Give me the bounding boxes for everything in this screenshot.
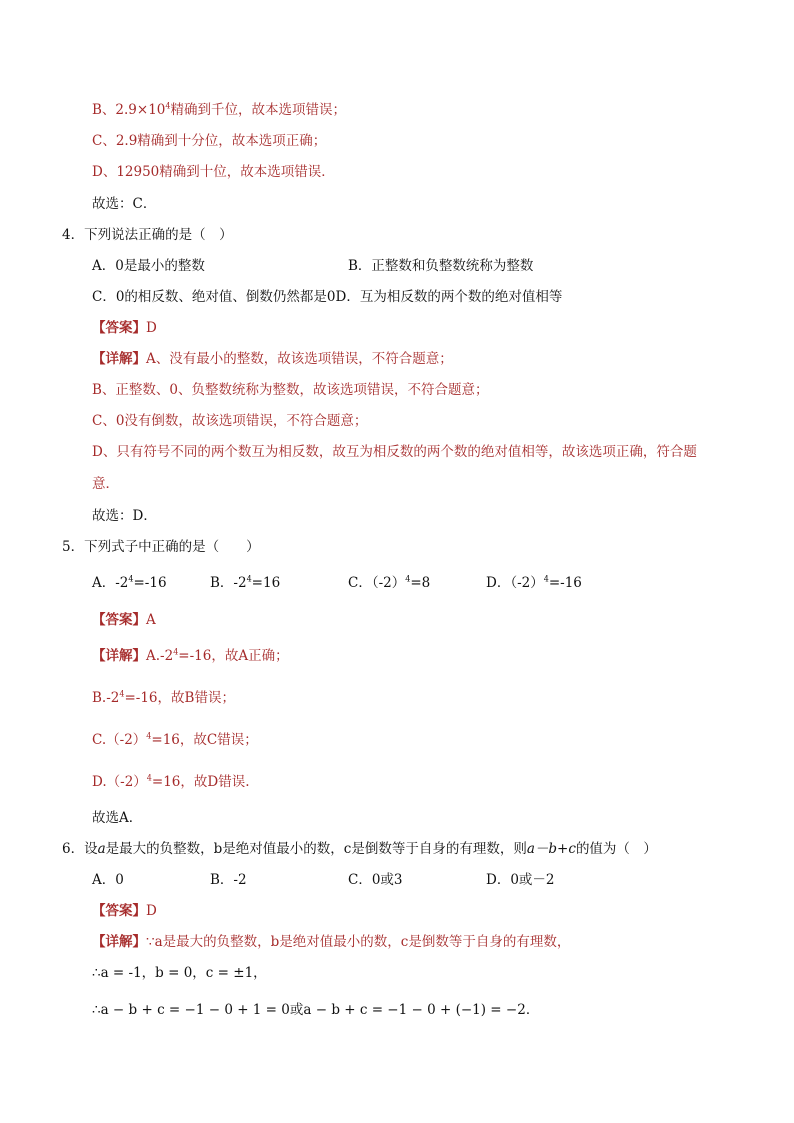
- q4-conclusion: 故选：D．: [92, 508, 157, 524]
- q6-detail-2: ∴a = -1，b = 0，c = ±1，: [92, 965, 267, 981]
- q5-conclusion: 故选A．: [92, 810, 143, 826]
- detail-tag: 【详解】: [92, 351, 146, 367]
- q6-option-a: A．0: [92, 872, 124, 888]
- q5-stem: 5．下列式子中正确的是（ ）: [62, 539, 260, 555]
- detail-tag: 【详解】: [92, 648, 146, 664]
- q4-detail-b: B、正整数、0、负整数统称为整数，故该选项错误，不符合题意；: [92, 382, 489, 398]
- q5-detail-d: $D.(-2)^4=16$，故D错误.: [92, 773, 250, 790]
- q6-answer: 【答案】D: [92, 903, 157, 919]
- q5-option-c: C．$(-2)^4=8$: [348, 574, 431, 591]
- q6-detail-1: 【详解】∵a是最大的负整数，b是绝对值最小的数，c是倒数等于自身的有理数，: [92, 934, 571, 950]
- q5-option-b: B．$-2^4=16$: [210, 574, 281, 591]
- q5-answer: 【答案】A: [92, 612, 156, 628]
- answer-tag: 【答案】: [92, 612, 146, 628]
- answer-tag: 【答案】: [92, 903, 146, 919]
- solution-conclusion: 故选：C．: [92, 196, 157, 212]
- solution-line-c: C、2.9精确到十分位，故本选项正确；: [92, 133, 327, 149]
- q6-detail-3: ∴a − b + c = −1 − 0 + 1 = 0或a − b + c = −1 − 0 + (−1) = −2．: [92, 1002, 540, 1018]
- q4-stem: 4．下列说法正确的是（ ）: [62, 227, 233, 243]
- q5-option-d: D．$(-2)^4=-16$: [486, 574, 582, 591]
- q5-option-a: A．$-2^4=-16$: [92, 574, 167, 591]
- q4-detail-d1: D、只有符号不同的两个数互为相反数，故互为相反数的两个数的绝对值相等，故该选项正确，符合题: [92, 444, 697, 460]
- detail-tag: 【详解】: [92, 934, 146, 950]
- q4-detail-c: C、0没有倒数，故该选项错误，不符合题意；: [92, 413, 368, 429]
- q6-option-d: D．0或－2: [486, 872, 555, 888]
- solution-line-b: B、$2.9\times 10^4$精确到千位，故本选项错误；: [92, 101, 346, 118]
- q4-option-b: B．正整数和负整数统称为整数: [348, 258, 534, 274]
- q5-detail-c: $C.(-2)^4=16$，故C错误；: [92, 731, 258, 748]
- q5-detail-a: 【详解】$A.-2^4=-16$，故A正确；: [92, 647, 289, 664]
- q5-detail-b: $B.-2^4=-16$，故B错误；: [92, 689, 235, 706]
- q6-option-c: C．0或3: [348, 872, 403, 888]
- q4-option-cd: C．0的相反数、绝对值、倒数仍然都是0D．互为相反数的两个数的绝对值相等: [92, 289, 563, 305]
- q4-option-a: A．0是最小的整数: [92, 258, 205, 274]
- q4-detail-a: 【详解】A、没有最小的整数，故该选项错误，不符合题意；: [92, 351, 453, 367]
- q6-stem: 6．设a是最大的负整数，b是绝对值最小的数，c是倒数等于自身的有理数，则a－b+c的值为（ ）: [62, 841, 657, 857]
- answer-tag: 【答案】: [92, 320, 146, 336]
- solution-line-d: D、12950精确到十位，故本选项错误．: [92, 164, 335, 180]
- q4-answer: 【答案】D: [92, 320, 157, 336]
- q4-detail-d2: 意．: [92, 476, 119, 492]
- q6-option-b: B．-2: [210, 872, 247, 888]
